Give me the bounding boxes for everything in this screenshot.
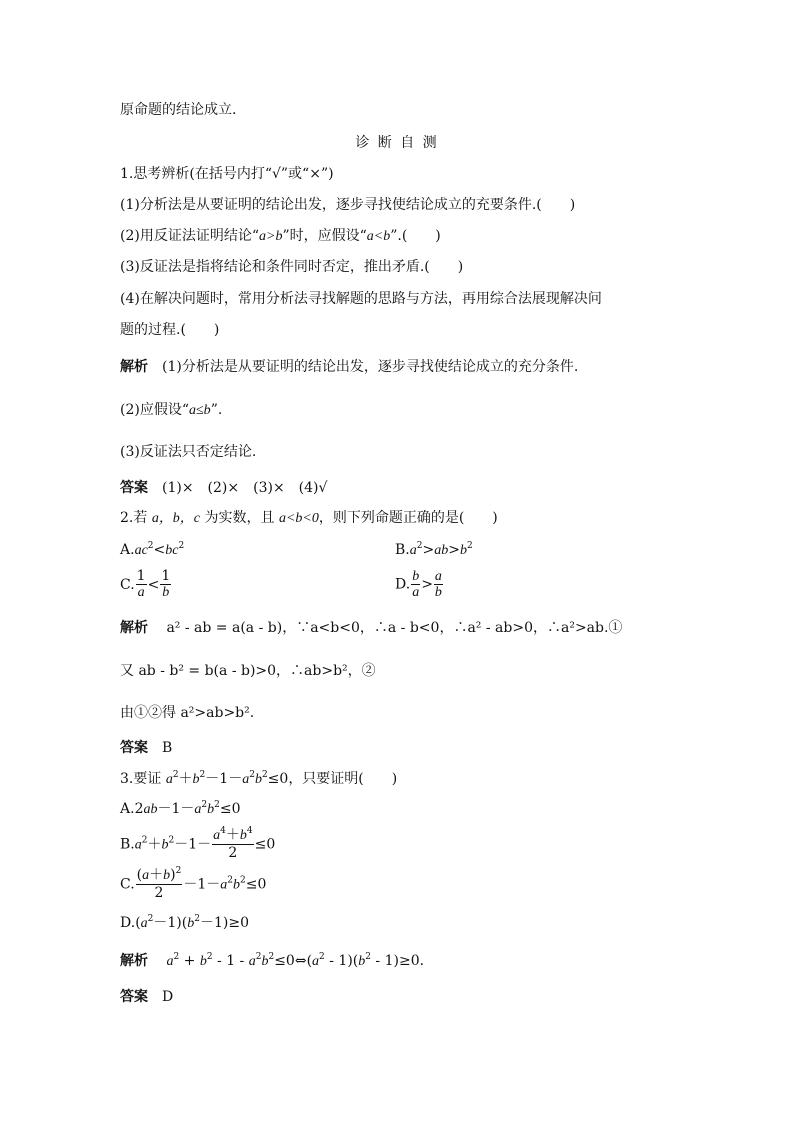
q2-analysis-1: 解析 a² - ab = a(a - b)，∵a<b<0，∴a - b<0，∴a² - ab>0，∴a²>ab.① xyxy=(120,620,623,636)
q1-analysis-3: (3)反证法只否定结论. xyxy=(120,444,257,460)
q2-options-ab xyxy=(120,540,640,561)
q2-option-c[interactable]: C. $\frac{1}{a}$ < $\frac{1}{b}$ xyxy=(120,568,171,600)
q2-analysis-3: 由①②得 a²>ab>b². xyxy=(120,705,255,721)
q3-option-d[interactable]: $D.(a^2-1)(b^2-1)\ge 0$ xyxy=(120,914,249,931)
intro-line: 原命题的结论成立. xyxy=(120,102,237,118)
q2-option-d[interactable]: D. $\frac{b}{a}$ > $\frac{a}{b}$ xyxy=(395,569,442,600)
q1-item-2: (2)用反证法证明结论“a>b”时，应假设“a<b”.( ) xyxy=(120,228,441,244)
q1-item-4: (4)在解决问题时，常用分析法寻找解题的思路与方法，再用综合法展现解决问 xyxy=(120,291,602,307)
q2-stem: 2.若 a，b，c 为实数，且 a<b<0，则下列命题正确的是( ) xyxy=(120,510,498,526)
q3-option-b[interactable]: $B.a^2+b^2-1-$ $\frac{a^4+b^4}{2}$ ≤0 xyxy=(120,826,276,861)
q2-analysis-2: 又 ab - b² = b(a - b)>0，∴ab>b²，② xyxy=(120,663,376,679)
answer-label: 答案 xyxy=(120,480,148,496)
q2-option-a[interactable]: $A.ac^2<bc^2$ xyxy=(120,541,185,558)
q3-option-a[interactable]: $A.2ab-1-a^2b^2\le 0$ xyxy=(120,800,241,817)
q2-options-cd xyxy=(120,569,640,600)
q1-item-1: (1)分析法是从要证明的结论出发，逐步寻找使结论成立的充要条件.( ) xyxy=(120,197,576,213)
analysis-label: 解析 xyxy=(120,359,148,375)
q1-analysis-2: (2)应假设“a≤b”. xyxy=(120,402,223,418)
q2-option-b[interactable]: $B.a^2>ab>b^2$ xyxy=(395,541,473,558)
q3-stem: 3.要证 $a^2+b^2-1-a^2b^2\le 0$，只要证明( ) xyxy=(120,770,398,787)
q1-stem: 1.思考辨析(在括号内打“√”或“×”) xyxy=(120,166,334,182)
q1-analysis-1: 解析 (1)分析法是从要证明的结论出发，逐步寻找使结论成立的充分条件. xyxy=(120,359,579,375)
q3-option-c[interactable]: C. $\frac{(a+b)^2}{2}$ $-1-a^2b^2\le 0$ xyxy=(120,866,267,901)
q1-item-4-cont: 题的过程.( ) xyxy=(120,322,220,338)
q1-item-3: (3)反证法是指将结论和条件同时否定，推出矛盾.( ) xyxy=(120,259,464,275)
q1-answer: 答案 (1)× (2)× (3)× (4)√ xyxy=(120,480,328,496)
q3-analysis: 解析 $a^2 + b^2 - 1$ - $a^2b^2\le 0\Leftrightarrow(a^2 - 1)(b^2 - 1)\ge 0$. xyxy=(120,952,425,969)
section-title: 诊 断 自 测 xyxy=(355,135,439,151)
q3-answer: 答案 D xyxy=(120,989,174,1005)
q2-answer: 答案 B xyxy=(120,740,173,756)
